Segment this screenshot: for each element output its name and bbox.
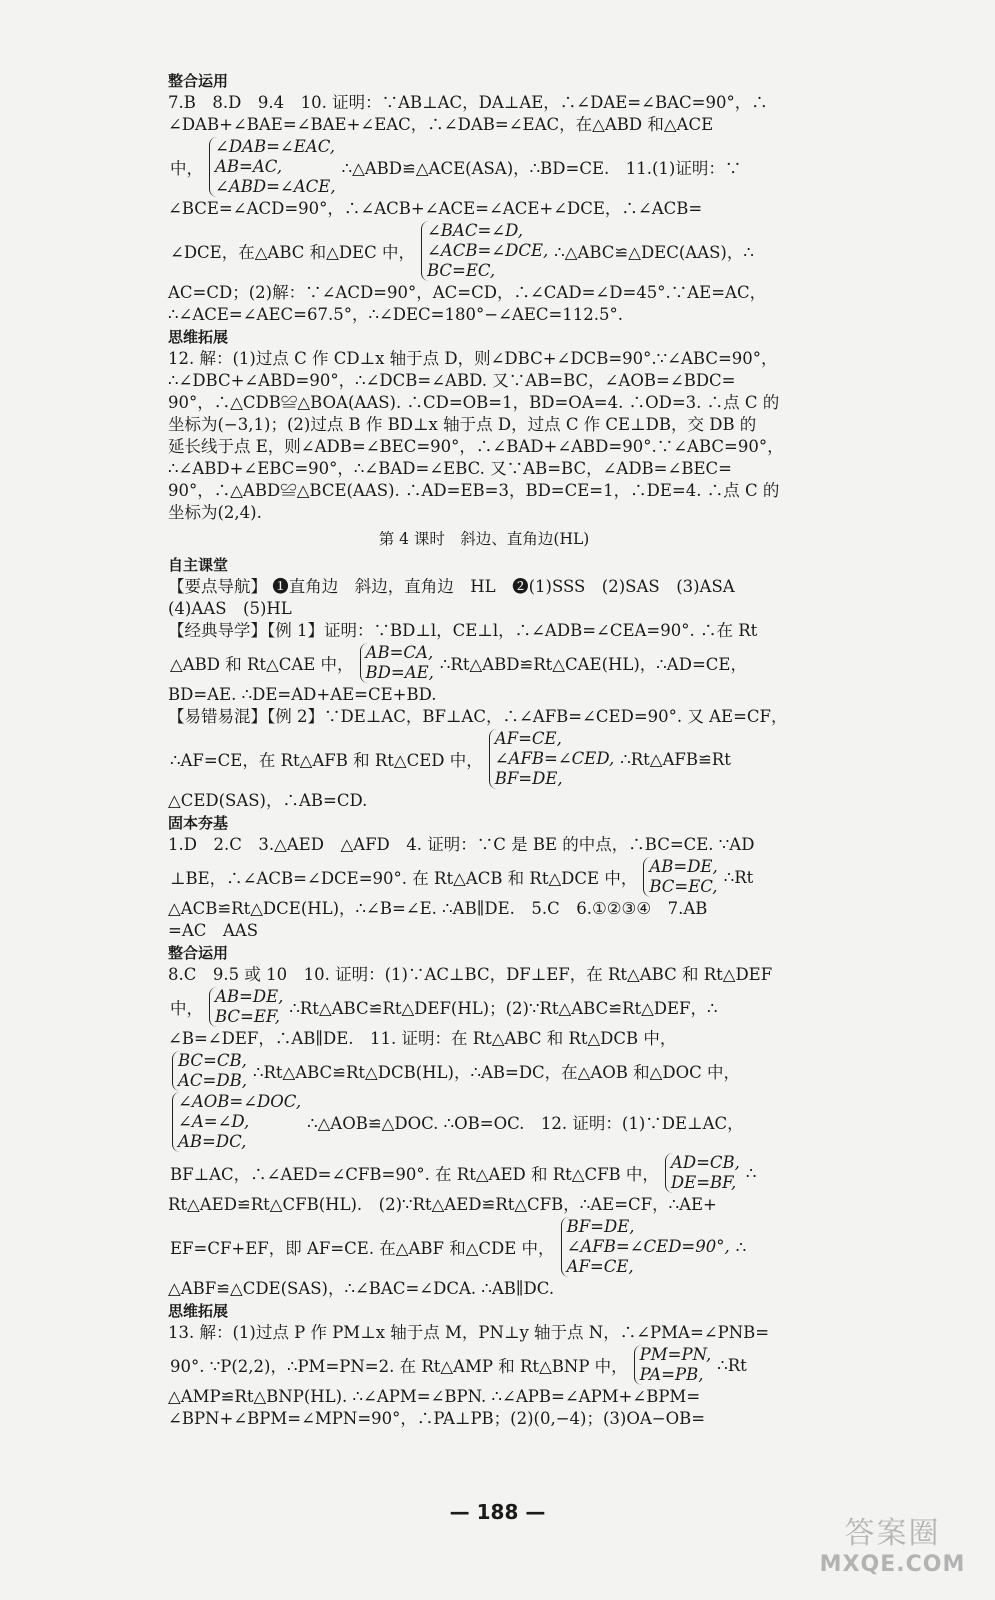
- section-heading: 自主课堂: [168, 556, 229, 574]
- text-line: 【要点导航】 ❶直角边 斜边，直角边 HL ❷(1)SSS (2)SAS (3)ASA: [168, 577, 735, 596]
- text-line: 13. 解：(1)过点 P 作 PM⊥x 轴于点 M，PN⊥y 轴于点 N，∴∠PMA=∠PNB=: [168, 1323, 770, 1342]
- text-line: =AC AAS: [168, 921, 259, 940]
- brace: AB=DE, BC=EC,: [643, 857, 717, 897]
- equation-system: ∴AF=CE，在 Rt△AFB 和 Rt△CED 中， AF=CE, ∠AFB=∠CED, BF=DE, ∴Rt△AFB≌Rt: [170, 729, 731, 788]
- section-heading: 整合运用: [168, 72, 229, 90]
- text-line: 【经典导学】【例 1】证明：∵BD⊥l，CE⊥l，∴∠ADB=∠CEA=90°. ∴在 Rt: [168, 621, 758, 640]
- text-line: ∠DAB+∠BAE=∠BAE+∠EAC，∴∠DAB=∠EAC，在△ABD 和△ACE: [168, 115, 714, 134]
- text-line: (4)AAS (5)HL: [168, 599, 292, 618]
- equation-system: ∠AOB=∠DOC, ∠A=∠D, AB=DC, ∴△AOB≌△DOC. ∴OB=OC. 12. 证明：(1)∵DE⊥AC，: [168, 1092, 800, 1152]
- answer-page: [168, 70, 800, 1430]
- brace: ∠AOB=∠DOC, ∠A=∠D, AB=DC,: [172, 1092, 301, 1152]
- equation-system: △ABD 和 Rt△CAE 中， AB=CA, BD=AE, ∴Rt△ABD≌Rt△CAE(HL)，∴AD=CE，: [170, 643, 747, 682]
- text-line: AC=CD；(2)解：∵∠ACD=90°，AC=CD，∴∠CAD=∠D=45°.∵AE=AC，: [168, 283, 767, 302]
- text-line: △ABF≌△CDE(SAS)，∴∠BAC=∠DCA. ∴AB∥DC.: [168, 1279, 555, 1298]
- brace: AF=CE, ∠AFB=∠CED, BF=DE,: [489, 729, 615, 789]
- equation-system: 中， AB=DE, BC=EF, ∴Rt△ABC≌Rt△DEF(HL)；(2)∵Rt△ABC≌Rt△DEF，∴: [170, 987, 718, 1026]
- brace: PM=PN, PA=PB,: [634, 1345, 712, 1385]
- text-line: ∠BCE=∠ACD=90°，∴∠ACB+∠ACE=∠ACE+∠DCE，∴∠ACB=: [168, 199, 703, 218]
- text-line: ∴∠ABD+∠EBC=90°，∴∠BAD=∠EBC. 又∵AB=BC，∠ADB=∠BEC=: [168, 459, 732, 478]
- text-line: 90°，∴△CDB≌△BOA(AAS). ∴CD=OB=1，BD=OA=4. ∴OD=3. ∴点 C 的: [168, 393, 780, 412]
- text-line: △ACB≌Rt△DCE(HL)，∴∠B=∠E. ∴AB∥DE. 5.C 6.①②③④ 7.AB: [168, 899, 708, 918]
- text-line: ∴∠DBC+∠ABD=90°，∴∠DCB=∠ABD. 又∵AB=BC，∠AOB=∠BDC=: [168, 371, 736, 390]
- equation-system: 中， ∠DAB=∠EAC, AB=AC, ∠ABD=∠ACE, ∴△ABD≌△ACE(ASA)，∴BD=CE. 11.(1)证明：∵: [170, 137, 742, 196]
- section-heading: 固本夯基: [168, 814, 229, 832]
- watermark-logo: [805, 1508, 980, 1588]
- section-heading: 思维拓展: [168, 1302, 229, 1320]
- equation-system: EF=CF+EF，即 AF=CE. 在△ABF 和△CDE 中， BF=DE, ∠AFB=∠CED=90°, AF=CE, ∴: [170, 1217, 747, 1276]
- watermark-text: MXQE.COM: [819, 1552, 966, 1577]
- brace: AB=CA, BD=AE,: [360, 643, 434, 683]
- lesson-title: 第 4 课时 斜边、直角边(HL): [378, 530, 590, 548]
- text-line: 坐标为(−3,1)；(2)过点 B 作 BD⊥x 轴于点 D，过点 C 作 CE⊥DB，交 DB 的: [168, 415, 757, 434]
- watermark-icon: 答案圈: [844, 1516, 941, 1551]
- equation-system: BC=CB, AC=DB, ∴Rt△ABC≌Rt△DCB(HL)，∴AB=DC，在△AOB 和△DOC 中，: [168, 1051, 800, 1091]
- text-line: 坐标为(2,4).: [168, 503, 262, 522]
- text-line: ∴∠ACE=∠AEC=67.5°，∴∠DEC=180°−∠AEC=112.5°.: [168, 305, 624, 324]
- text-line: 90°，∴△ABD≌△BCE(AAS). ∴AD=EB=3，BD=CE=1，∴DE=4. ∴点 C 的: [168, 481, 780, 500]
- section-heading: 思维拓展: [168, 328, 229, 346]
- text-line: Rt△AED≌Rt△CFB(HL). (2)∵Rt△AED≌Rt△CFB，∴AE=CF，∴AE+: [168, 1195, 717, 1214]
- text-line: 12. 解：(1)过点 C 作 CD⊥x 轴于点 D，则∠DBC+∠DCB=90°.∵∠ABC=90°，: [168, 349, 778, 368]
- text-line: 1.D 2.C 3.△AED △AFD 4. 证明：∵C 是 BE 的中点，∴BC=CE. ∵AD: [168, 835, 755, 854]
- equation-system: BF⊥AC，∴∠AED=∠CFB=90°. 在 Rt△AED 和 Rt△CFB 中， AD=CB, DE=BF, ∴: [170, 1153, 757, 1192]
- text-line: BD=AE. ∴DE=AD+AE=CE+BD.: [168, 685, 437, 704]
- text-line: ∠BPN+∠BPM=∠MPN=90°，∴PA⊥PB；(2)(0,−4)；(3)OA−OB=: [168, 1409, 706, 1428]
- text-line: 7.B 8.D 9.4 10. 证明：∵AB⊥AC，DA⊥AE，∴∠DAE=∠BAC=90°，∴: [168, 93, 768, 112]
- brace: ∠BAC=∠D, ∠ACB=∠DCE, BC=EC,: [421, 221, 548, 281]
- text-line: △AMP≌Rt△BNP(HL). ∴∠APM=∠BPN. ∴∠APB=∠APM+∠BPM=: [168, 1387, 701, 1406]
- brace: AD=CB, DE=BF,: [665, 1153, 740, 1193]
- brace: BF=DE, ∠AFB=∠CED=90°, AF=CE,: [561, 1217, 730, 1277]
- text-line: 【易错易混】【例 2】∵DE⊥AC，BF⊥AC，∴∠AFB=∠CED=90°. 又 AE=CF，: [168, 707, 788, 726]
- brace: BC=CB, AC=DB,: [172, 1051, 247, 1091]
- equation-system: 90°. ∵P(2,2)，∴PM=PN=2. 在 Rt△AMP 和 Rt△BNP 中， PM=PN, PA=PB, ∴Rt: [170, 1345, 747, 1384]
- equation-system: ∠DCE，在△ABC 和△DEC 中， ∠BAC=∠D, ∠ACB=∠DCE, BC=EC, ∴△ABC≌△DEC(AAS)，∴: [170, 221, 754, 280]
- equation-system: ⊥BE，∴∠ACB=∠DCE=90°. 在 Rt△ACB 和 Rt△DCE 中， AB=DE, BC=EC, ∴Rt: [170, 857, 754, 896]
- brace: ∠DAB=∠EAC, AB=AC, ∠ABD=∠ACE,: [209, 137, 336, 197]
- text-line: △CED(SAS)，∴AB=CD.: [168, 791, 368, 810]
- section-heading: 整合运用: [168, 944, 229, 962]
- page-number: — 188 —: [449, 1500, 546, 1524]
- text-line: ∠B=∠DEF，∴AB∥DE. 11. 证明：在 Rt△ABC 和 Rt△DCB 中，: [168, 1029, 677, 1048]
- text-line: 8.C 9.5 或 10 10. 证明：(1)∵AC⊥BC，DF⊥EF，在 Rt△ABC 和 Rt△DEF: [168, 965, 773, 984]
- brace: AB=DE, BC=EF,: [209, 987, 283, 1027]
- text-line: 延长线于点 E，则∠ADB=∠BEC=90°，∴∠BAD+∠ABD=90°.∵∠ABC=90°，: [168, 437, 784, 456]
